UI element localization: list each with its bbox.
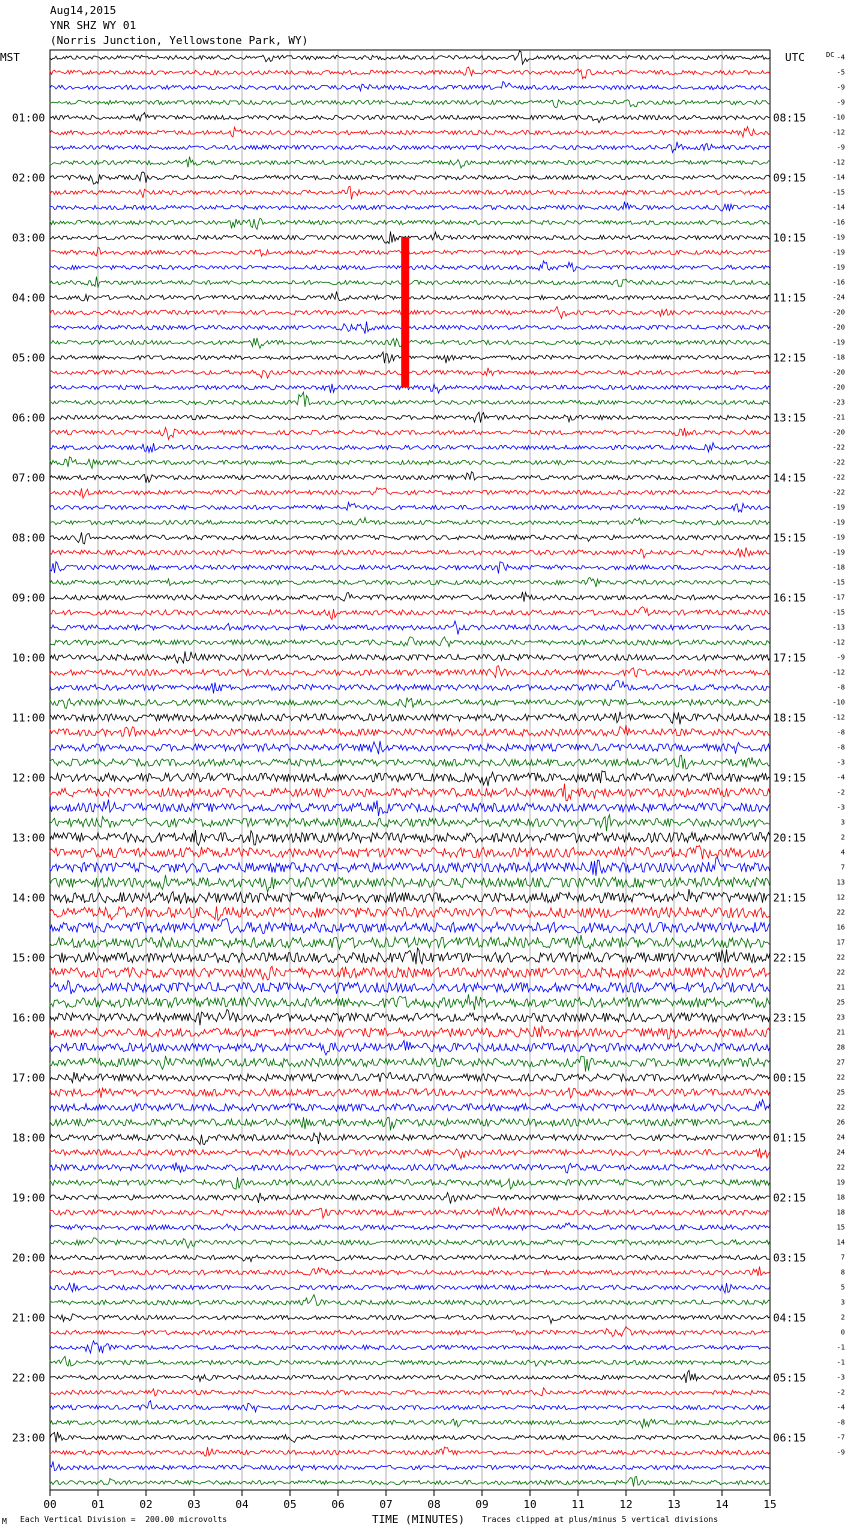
dc-offset-label: 4 [840, 848, 845, 857]
right-hour-label: 09:15 [773, 171, 807, 185]
trace-row [50, 1356, 770, 1366]
x-tick-label: 08 [427, 1498, 441, 1511]
trace-row [50, 231, 770, 243]
dc-offset-label: -19 [832, 233, 845, 242]
trace-row [50, 637, 770, 647]
dc-offset-label: 22 [836, 908, 845, 917]
trace-row [50, 1148, 770, 1158]
dc-header-label: DC [826, 51, 835, 59]
right-hour-label: 02:15 [773, 1191, 807, 1205]
trace-row [50, 457, 770, 469]
trace-row [50, 1133, 770, 1145]
trace-row [50, 784, 770, 801]
x-tick-label: 02 [139, 1498, 153, 1511]
dc-offset-label: -8 [836, 1418, 845, 1427]
x-tick-label: 06 [331, 1498, 345, 1511]
right-hour-label: 06:15 [773, 1431, 807, 1445]
left-hour-label: 20:00 [12, 1251, 46, 1265]
right-hour-label: 00:15 [773, 1071, 807, 1085]
dc-offset-label: -9 [836, 83, 845, 92]
dc-offset-label: 28 [836, 1043, 845, 1052]
right-hour-label: 14:15 [773, 471, 807, 485]
dc-offset-label: 25 [836, 1088, 845, 1097]
trace-row [50, 261, 770, 272]
trace-rows [50, 51, 770, 1487]
trace-row [50, 338, 770, 348]
minute-gridlines [98, 50, 722, 1490]
trace-row [50, 1193, 770, 1204]
trace-row [50, 1267, 770, 1277]
trace-row [50, 935, 770, 949]
trace-row [50, 428, 770, 440]
right-hour-label: 11:15 [773, 291, 807, 305]
scale-note: Each Vertical Division = 200.00 microvolts [20, 1515, 228, 1524]
trace-row [50, 1041, 770, 1055]
dc-offset-label: -3 [836, 758, 845, 767]
dc-offset-label: -5 [836, 68, 845, 77]
trace-row [50, 368, 770, 378]
dc-offset-label: -4 [836, 53, 845, 62]
trace-row [50, 1117, 770, 1130]
trace-row [50, 127, 770, 137]
left-hour-label: 22:00 [12, 1371, 46, 1385]
trace-row [50, 1223, 770, 1231]
trace-row [50, 681, 770, 694]
left-hour-label: 19:00 [12, 1191, 46, 1205]
dc-offset-label: 18 [836, 1193, 845, 1202]
dc-offset-label: -4 [836, 773, 845, 782]
trace-row [50, 157, 770, 169]
trace-row [50, 1461, 770, 1470]
right-hour-label: 23:15 [773, 1011, 807, 1025]
dc-offset-label: -4 [836, 1403, 845, 1412]
dc-offset-label: -19 [832, 533, 845, 542]
trace-row [50, 698, 770, 709]
trace-row [50, 1388, 770, 1396]
dc-offset-label: -22 [832, 473, 845, 482]
dc-offset-label: -15 [832, 578, 845, 587]
dc-offset-label: -10 [832, 698, 845, 707]
left-hour-label: 08:00 [12, 531, 46, 545]
trace-row [50, 919, 770, 934]
x-tick-label: 10 [523, 1498, 537, 1511]
left-hour-label: 04:00 [12, 291, 46, 305]
dc-offset-label: -20 [832, 383, 845, 392]
right-hour-labels [773, 112, 806, 1445]
trace-row [50, 1295, 770, 1306]
x-tick-label: 01 [91, 1498, 105, 1511]
dc-offset-label: -9 [836, 143, 845, 152]
dc-offset-label: -22 [832, 443, 845, 452]
dc-offset-label: -15 [832, 608, 845, 617]
trace-row [50, 666, 770, 678]
dc-offset-label: -12 [832, 713, 845, 722]
right-hour-label: 22:15 [773, 951, 807, 965]
right-hour-label: 05:15 [773, 1371, 807, 1385]
trace-row [50, 906, 770, 920]
trace-row [50, 1088, 770, 1098]
dc-offset-label: 19 [836, 1178, 845, 1187]
dc-offset-label: 17 [836, 938, 845, 947]
trace-row [50, 186, 770, 199]
left-hour-label: 02:00 [12, 171, 46, 185]
trace-row [50, 607, 770, 620]
dc-offset-label: -14 [832, 173, 845, 182]
trace-row [50, 889, 770, 904]
trace-row [50, 518, 770, 525]
x-tick-label: 11 [571, 1498, 585, 1511]
trace-row [50, 1327, 770, 1337]
dc-offset-label: -16 [832, 278, 845, 287]
trace-row [50, 755, 770, 769]
trace-row [50, 392, 770, 407]
dc-offset-label: 3 [840, 818, 845, 827]
right-hour-label: 08:15 [773, 111, 807, 125]
trace-row [50, 1177, 770, 1189]
left-hour-label: 03:00 [12, 231, 46, 245]
trace-row [50, 532, 770, 544]
dc-offset-label: 22 [836, 953, 845, 962]
dc-offset-label: -17 [832, 593, 845, 602]
trace-row [50, 651, 770, 663]
dc-offset-label: -3 [836, 803, 845, 812]
x-tick-label: 12 [619, 1498, 633, 1511]
dc-offset-label: 0 [840, 1328, 845, 1337]
right-hour-label: 21:15 [773, 891, 807, 905]
dc-offset-label: 8 [840, 1268, 845, 1277]
dc-offset-label: -2 [836, 1388, 845, 1397]
trace-row [50, 712, 770, 725]
dc-offset-label: -22 [832, 488, 845, 497]
dc-offset-label: -20 [832, 368, 845, 377]
dc-offset-label: -19 [832, 548, 845, 557]
trace-row [50, 830, 770, 845]
x-tick-label: 13 [667, 1498, 681, 1511]
trace-row [50, 800, 770, 817]
trace-row [50, 1314, 770, 1324]
dc-offset-labels [832, 54, 845, 1457]
dc-offset-label: 22 [836, 968, 845, 977]
left-hour-label: 06:00 [12, 411, 46, 425]
dc-offset-label: -3 [836, 1373, 845, 1382]
left-hour-label: 11:00 [12, 711, 46, 725]
left-hour-label: 13:00 [12, 831, 46, 845]
trace-row [50, 1419, 770, 1428]
dc-offset-label: -12 [832, 128, 845, 137]
trace-row [50, 994, 770, 1010]
trace-row [50, 277, 770, 288]
dc-offset-label: -1 [836, 1343, 845, 1352]
right-hour-label: 01:15 [773, 1131, 807, 1145]
right-hour-label: 19:15 [773, 771, 807, 785]
trace-row [50, 1476, 770, 1486]
trace-row [50, 67, 770, 79]
dc-offset-label: 7 [840, 863, 845, 872]
trace-row [50, 815, 770, 831]
right-hour-label: 20:15 [773, 831, 807, 845]
trace-row [50, 307, 770, 319]
dc-offset-label: 22 [836, 1103, 845, 1112]
trace-row [50, 1238, 770, 1248]
dc-offset-label: -16 [832, 218, 845, 227]
trace-row [50, 562, 770, 574]
right-hour-label: 03:15 [773, 1251, 807, 1265]
dc-offset-label: 26 [836, 1118, 845, 1127]
dc-offset-label: 27 [836, 1058, 845, 1067]
dc-offset-label: -14 [832, 203, 845, 212]
dc-offset-label: 5 [840, 1283, 845, 1292]
trace-row [50, 51, 770, 64]
dc-offset-label: -12 [832, 158, 845, 167]
dc-offset-label: -9 [836, 1448, 845, 1457]
left-timezone-label: MST [0, 51, 20, 64]
trace-row [50, 1072, 770, 1083]
trace-row [50, 218, 770, 229]
dc-offset-label: -12 [832, 638, 845, 647]
dc-offset-label: 22 [836, 1163, 845, 1172]
trace-row [50, 966, 770, 980]
trace-row [50, 578, 770, 588]
trace-row [50, 858, 770, 876]
right-timezone-label: UTC [785, 51, 805, 64]
dc-offset-label: -8 [836, 728, 845, 737]
dc-offset-label: -18 [832, 353, 845, 362]
dc-offset-label: -23 [832, 398, 845, 407]
trace-row [50, 502, 770, 512]
trace-row [50, 384, 770, 393]
dc-offset-label: 21 [836, 983, 845, 992]
trace-row [50, 1447, 770, 1456]
dc-offset-label: -10 [832, 113, 845, 122]
left-hour-label: 12:00 [12, 771, 46, 785]
dc-offset-label: -12 [832, 668, 845, 677]
corner-mark: M [2, 1517, 7, 1526]
trace-row [50, 981, 770, 995]
clip-note: Traces clipped at plus/minus 5 vertical divisions [482, 1515, 719, 1524]
trace-row [50, 488, 770, 499]
dc-offset-label: 25 [836, 998, 845, 1007]
dc-offset-label: 3 [840, 1298, 845, 1307]
trace-row [50, 948, 770, 964]
left-hour-label: 10:00 [12, 651, 46, 665]
trace-row [50, 292, 770, 301]
dc-offset-label: -8 [836, 683, 845, 692]
dc-offset-label: -19 [832, 503, 845, 512]
left-hour-label: 18:00 [12, 1131, 46, 1145]
dc-offset-label: 18 [836, 1208, 845, 1217]
trace-row [50, 1283, 770, 1293]
trace-row [50, 412, 770, 422]
dc-offset-label: 14 [836, 1238, 845, 1247]
left-hour-label: 05:00 [12, 351, 46, 365]
trace-row [50, 82, 770, 91]
left-hour-label: 09:00 [12, 591, 46, 605]
x-tick-label: 03 [187, 1498, 201, 1511]
dc-offset-label: 21 [836, 1028, 845, 1037]
trace-row [50, 202, 770, 212]
x-axis-ticks [43, 1490, 776, 1511]
left-hour-label: 15:00 [12, 951, 46, 965]
trace-row [50, 472, 770, 483]
trace-row [50, 1208, 770, 1219]
x-tick-label: 09 [475, 1498, 489, 1511]
left-hour-label: 01:00 [12, 111, 46, 125]
dc-offset-label: -9 [836, 653, 845, 662]
dc-offset-label: 2 [840, 1313, 845, 1322]
dc-offset-label: -1 [836, 1358, 845, 1367]
right-hour-label: 13:15 [773, 411, 807, 425]
right-hour-label: 16:15 [773, 591, 807, 605]
left-hour-label: 14:00 [12, 891, 46, 905]
dc-offset-label: -13 [832, 623, 845, 632]
dc-offset-label: 2 [840, 833, 845, 842]
right-hour-label: 10:15 [773, 231, 807, 245]
x-tick-label: 00 [43, 1498, 57, 1511]
right-hour-label: 17:15 [773, 651, 807, 665]
dc-offset-label: -22 [832, 458, 845, 467]
trace-row [50, 1370, 770, 1383]
dc-offset-label: 7 [840, 1253, 845, 1262]
trace-row [50, 100, 770, 108]
station-location: (Norris Junction, Yellowstone Park, WY) [50, 34, 309, 47]
trace-row [50, 321, 770, 333]
station-code: YNR SHZ WY 01 [50, 19, 137, 32]
trace-row [50, 1009, 770, 1025]
trace-row [50, 846, 770, 860]
left-hour-label: 23:00 [12, 1431, 46, 1445]
trace-row [50, 1432, 770, 1443]
dc-offset-label: -21 [832, 413, 845, 422]
dc-offset-label: -9 [836, 98, 845, 107]
plot-date: Aug14,2015 [50, 4, 117, 17]
trace-row [50, 1056, 770, 1072]
left-hour-label: 07:00 [12, 471, 46, 485]
trace-row [50, 771, 770, 786]
clipped-event-mark [401, 238, 409, 388]
dc-offset-label: -7 [836, 1433, 845, 1442]
trace-row [50, 113, 770, 123]
x-tick-label: 15 [763, 1498, 777, 1511]
dc-offset-label: -2 [836, 788, 845, 797]
trace-row [50, 352, 770, 363]
left-hour-label: 16:00 [12, 1011, 46, 1025]
dc-offset-label: -19 [832, 518, 845, 527]
dc-offset-label: -8 [836, 743, 845, 752]
trace-row [50, 1100, 770, 1112]
trace-row [50, 875, 770, 892]
trace-row [50, 725, 770, 737]
dc-offset-label: 23 [836, 1013, 845, 1022]
trace-row [50, 142, 770, 153]
trace-row [50, 443, 770, 453]
dc-offset-label: -20 [832, 428, 845, 437]
dc-offset-label: -19 [832, 338, 845, 347]
dc-offset-label: -19 [832, 263, 845, 272]
trace-row [50, 1162, 770, 1173]
dc-offset-label: -20 [832, 323, 845, 332]
left-hour-label: 21:00 [12, 1311, 46, 1325]
right-hour-label: 15:15 [773, 531, 807, 545]
dc-offset-label: -24 [832, 293, 845, 302]
dc-offset-label: -18 [832, 563, 845, 572]
dc-offset-label: 15 [836, 1223, 845, 1232]
dc-offset-label: 22 [836, 1073, 845, 1082]
dc-offset-label: 24 [836, 1148, 845, 1157]
left-hour-label: 17:00 [12, 1071, 46, 1085]
trace-row [50, 592, 770, 602]
x-tick-label: 07 [379, 1498, 393, 1511]
right-hour-label: 04:15 [773, 1311, 807, 1325]
trace-row [50, 1401, 770, 1412]
dc-offset-label: 24 [836, 1133, 845, 1142]
plot-frame [50, 50, 770, 1490]
dc-offset-label: 16 [836, 923, 845, 932]
trace-row [50, 1255, 770, 1262]
right-hour-label: 18:15 [773, 711, 807, 725]
trace-row [50, 1341, 770, 1353]
x-tick-label: 14 [715, 1498, 729, 1511]
dc-offset-label: 12 [836, 893, 845, 902]
x-tick-label: 04 [235, 1498, 249, 1511]
trace-row [50, 741, 770, 754]
left-hour-labels [12, 112, 45, 1445]
trace-row [50, 172, 770, 184]
dc-offset-label: -19 [832, 248, 845, 257]
right-hour-label: 12:15 [773, 351, 807, 365]
trace-row [50, 247, 770, 256]
dc-offset-label: 13 [836, 878, 845, 887]
trace-row [50, 621, 770, 635]
x-axis-title: TIME (MINUTES) [372, 1513, 465, 1526]
x-tick-label: 05 [283, 1498, 297, 1511]
trace-row [50, 548, 770, 559]
trace-row [50, 1026, 770, 1039]
dc-offset-label: -15 [832, 188, 845, 197]
dc-offset-label: -20 [832, 308, 845, 317]
